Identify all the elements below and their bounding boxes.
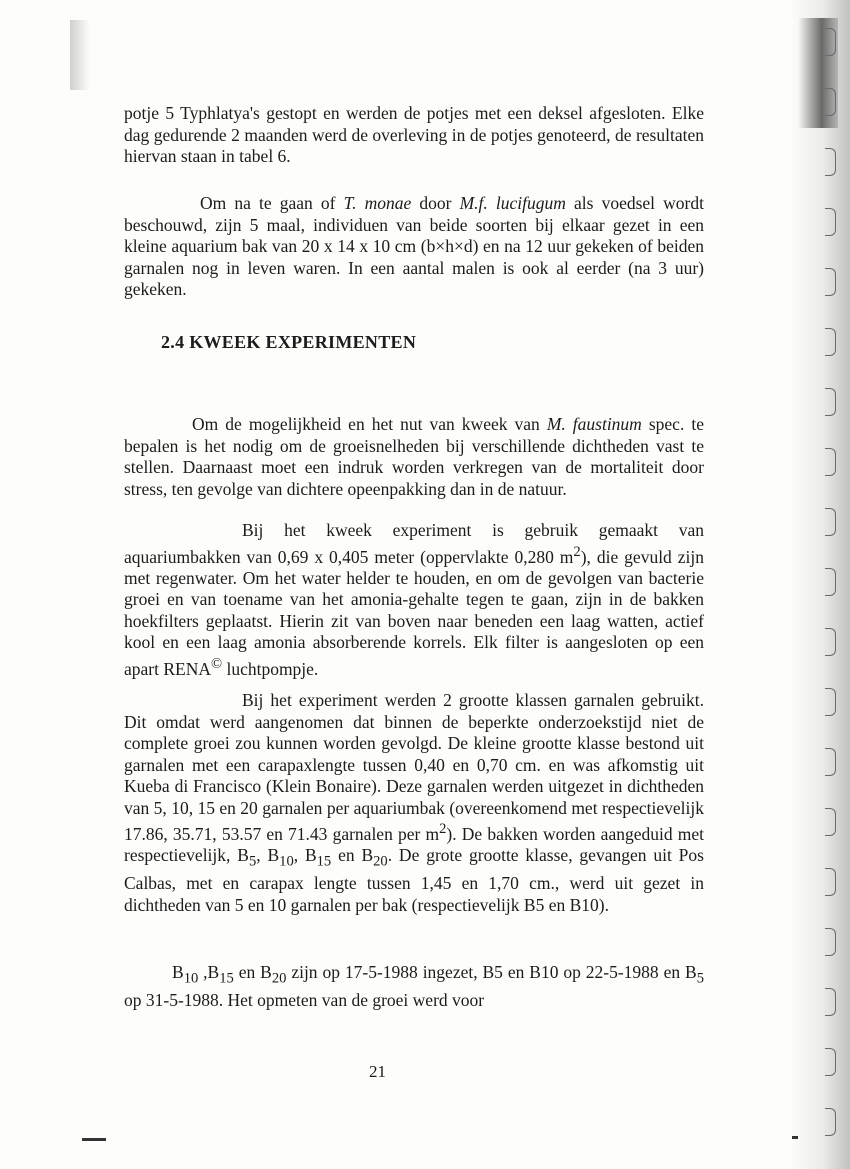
binding-ring (825, 448, 836, 476)
spiral-binding-edge (790, 0, 850, 1169)
section-heading: 2.4 KWEEK EXPERIMENTEN (161, 332, 417, 352)
binding-ring (825, 508, 836, 536)
binding-ring (825, 28, 836, 56)
binding-ring (825, 628, 836, 656)
paragraph-3: Om de mogelijkheid en het nut van kweek van M. faustinum spec. te bepalen is het nodig om de groeisnelheden bij verschillende dichtheden vast te stellen. Daarnaast moet een indruk worden verkregen van de mortaliteit door stress, ten gevolge van dichtere opeenpakking dan in de natuur. (124, 414, 704, 499)
binding-ring (825, 1108, 836, 1136)
species-name: M. faustinum (546, 414, 642, 434)
binding-ring (825, 208, 836, 236)
binding-ring (825, 928, 836, 956)
paragraph-6: $B_{10}$ $,B_{15}$ en $B_{20}$ zijn op 17-5-1988 ingezet, B5 en B10 op 22-5-1988 en $B_5$ op 31-5-1988. Het opmeten van de groei werd voor (124, 962, 704, 1010)
binding-ring (825, 568, 836, 596)
binding-ring (825, 148, 836, 176)
paragraph-1: potje 5 Typhlatya's gestopt en werden de potjes met een deksel afgesloten. Elke dag gedurende 2 maanden werd de overleving in de potjes genoteerd, de resultaten hiervan staan in tabel 6. (124, 103, 704, 166)
scan-mark-right (792, 1136, 798, 1139)
binding-ring (825, 1048, 836, 1076)
species-name: M.f. lucifugum (459, 193, 566, 213)
binding-ring (825, 388, 836, 416)
binding-ring (825, 88, 836, 116)
binding-ring (825, 688, 836, 716)
paragraph-2: Om na te gaan of T. monae door M.f. lucifugum als voedsel wordt beschouwd, zijn 5 maal, individuen van beide soorten bij elkaar gezet in een kleine aquarium bak van 20 x 14 x 10 cm (b×h×d) en na 12 uur gekeken of beiden garnalen nog in leven waren. In een aantal malen is ook al eerder (na 3 uur) gekeken. (124, 193, 704, 299)
paragraph-5: Bij het experiment werden 2 grootte klassen garnalen gebruikt. Dit omdat werd aangenomen dat binnen de beperkte onderzoekstijd niet de complete groei zou kunnen worden gevolgd. De kleine grootte klasse bestond uit garnalen met een carapaxlengte tussen 0,40 en 0,70 cm. en was afkomstig uit Kueba di Francisco (Klein Bonaire). Deze garnalen werden uitgezet in dichtheden van 5, 10, 15 en 20 garnalen per aquariumbak (overeenkomend met respectievelijk 17.86, 35.71, 53.57 en 71.43 garnalen per $m^2$). De bakken worden aangeduid met respectievelijk, $B_5$, $B_{10}$, $B_{15}$ en $B_{20}$. De grote grootte klasse, gevangen uit Pos Calbas, met en carapax lengte tussen 1,45 en 1,70 cm., werd uit gezet in dichtheden van 5 en 10 garnalen per bak (respectievelijk B5 en B10). (124, 690, 705, 915)
paragraph-4: Bij het kweek experiment is gebruik gemaakt van aquariumbakken van 0,69 x 0,405 meter (oppervlakte 0,280 $m^2$), die gevuld zijn met regenwater. Om het water helder te houden, en om de gevolgen van bacterie groei en van toename van het amonia-gehalte tegen te gaan, zijn in de bakken hoekfilters geplaatst. Hierin zit van boven naar beneden een laag watten, actief kool en een laag amonia absorberende korrels. Elk filter is aangesloten op een apart RENA© luchtpompje. (124, 520, 704, 679)
binding-ring (825, 868, 836, 896)
scan-shadow (70, 20, 90, 90)
binding-ring (825, 748, 836, 776)
binding-ring (825, 328, 836, 356)
binding-ring (825, 808, 836, 836)
page-number: 21 (369, 1062, 386, 1081)
binding-ring (825, 268, 836, 296)
binding-ring (825, 988, 836, 1016)
scan-mark-left (82, 1138, 106, 1141)
species-name: T. monae (343, 193, 412, 213)
